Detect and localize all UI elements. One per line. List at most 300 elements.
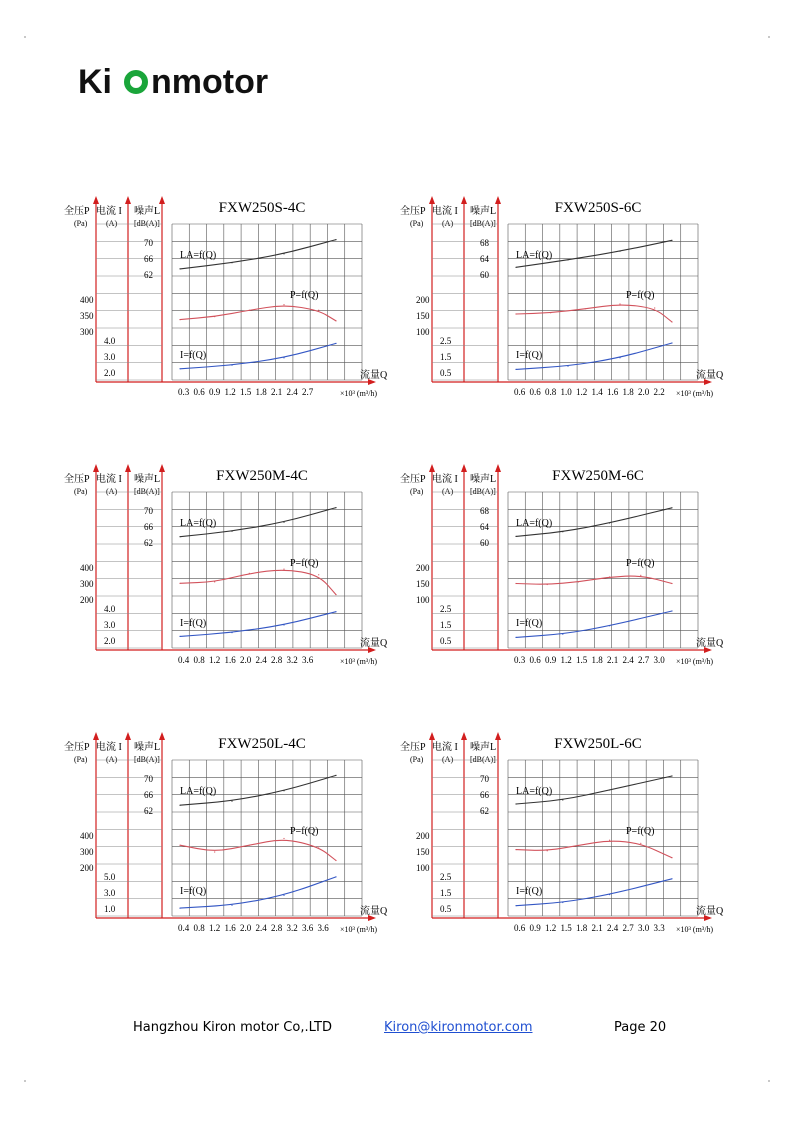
pressure-curve-label: P=f(Q)	[626, 826, 655, 837]
x-tick-label: 3.0	[653, 655, 665, 665]
noise-unit-label: [dB(A)]	[134, 755, 160, 764]
noise-unit-label: [dB(A)]	[470, 487, 496, 496]
pressure-curve-point	[619, 303, 620, 304]
noise-curve-point	[515, 267, 516, 268]
x-tick-label: 1.5	[576, 655, 588, 665]
corner-mark	[768, 1080, 770, 1082]
pressure-curve-label: P=f(Q)	[290, 558, 319, 569]
chart-fxw250m-6c	[398, 458, 738, 698]
noise-unit-label: [dB(A)]	[470, 219, 496, 228]
current-unit-label: (A)	[106, 219, 118, 228]
noise-tick-label: 70	[144, 774, 153, 784]
x-tick-label: 2.0	[638, 387, 650, 397]
pressure-curve-point	[578, 581, 579, 582]
current-axis-label: 电流 I	[96, 474, 122, 485]
current-curve-point	[609, 894, 610, 895]
footer-company: Hangzhou Kiron motor Co,.LTD	[133, 1020, 332, 1035]
corner-mark	[24, 1080, 26, 1082]
current-tick-label: 3.0	[104, 352, 116, 362]
noise-curve-label: LA=f(Q)	[516, 518, 553, 529]
noise-curve-point	[609, 789, 610, 790]
x-tick-label: 2.1	[591, 923, 603, 933]
current-tick-label: 3.0	[104, 888, 116, 898]
noise-axis-label: 噪声L	[134, 474, 161, 485]
current-curve-point	[671, 342, 672, 343]
pressure-curve-point	[515, 313, 516, 314]
noise-unit-label: [dB(A)]	[134, 487, 160, 496]
pressure-curve-point	[515, 849, 516, 850]
noise-tick-label: 66	[144, 522, 153, 532]
current-tick-label: 2.0	[104, 636, 116, 646]
logo-text-right: nmotor	[151, 63, 269, 100]
flow-unit-label: ×10³ (m³/h)	[340, 925, 378, 934]
pressure-tick-label: 100	[416, 595, 430, 605]
pressure-curve-point	[550, 312, 551, 313]
x-tick-label: 3.2	[286, 923, 298, 933]
axis-arrow-icon	[125, 732, 131, 740]
current-tick-label: 2.5	[440, 604, 452, 614]
page-footer	[0, 1020, 794, 1040]
noise-curve-point	[619, 251, 620, 252]
x-tick-label: 0.8	[193, 923, 205, 933]
pressure-tick-label: 200	[416, 831, 430, 841]
chart-title: FXW250S-4C	[218, 200, 306, 216]
pressure-tick-label: 400	[80, 563, 94, 573]
current-curve-point	[515, 369, 516, 370]
pressure-curve-point	[671, 583, 672, 584]
x-tick-label: 2.4	[286, 387, 298, 397]
x-tick-label: 0.6	[514, 387, 526, 397]
logo-text-left: Ki	[78, 63, 112, 100]
flow-axis-label: 流量Q	[360, 370, 388, 381]
x-tick-label: 2.2	[653, 387, 665, 397]
noise-tick-label: 62	[144, 538, 153, 548]
x-tick-label: 2.4	[607, 923, 619, 933]
pressure-curve-label: P=f(Q)	[626, 290, 655, 301]
pressure-curve-point	[249, 573, 250, 574]
pressure-curve-point	[318, 574, 319, 575]
noise-tick-label: 70	[144, 238, 153, 248]
x-tick-label: 0.4	[178, 923, 190, 933]
chart-svg	[398, 458, 738, 698]
flow-axis-label: 流量Q	[360, 638, 388, 649]
x-tick-label: 1.0	[560, 387, 572, 397]
flow-axis-label: 流量Q	[696, 638, 724, 649]
noise-curve-label: LA=f(Q)	[180, 786, 217, 797]
x-tick-label: 0.3	[514, 655, 526, 665]
noise-curve-point	[335, 239, 336, 240]
noise-axis-label: 噪声L	[470, 206, 497, 217]
pressure-curve-point	[515, 583, 516, 584]
pressure-tick-label: 150	[416, 311, 430, 321]
current-curve-point	[562, 634, 563, 635]
current-curve-point	[283, 357, 284, 358]
current-axis-label: 电流 I	[96, 206, 122, 217]
pressure-curve-point	[335, 860, 336, 861]
current-unit-label: (A)	[442, 487, 454, 496]
noise-tick-label: 66	[144, 254, 153, 264]
current-curve-point	[283, 895, 284, 896]
current-curve-point	[231, 632, 232, 633]
current-curve-point	[671, 878, 672, 879]
axis-arrow-icon	[495, 196, 501, 204]
pressure-curve-point	[671, 857, 672, 858]
x-tick-label: 1.8	[622, 387, 634, 397]
noise-tick-label: 66	[480, 790, 489, 800]
noise-curve-point	[335, 775, 336, 776]
flow-unit-label: ×10³ (m³/h)	[676, 925, 714, 934]
pressure-curve-label: P=f(Q)	[290, 826, 319, 837]
noise-axis-label: 噪声L	[134, 206, 161, 217]
axis-arrow-icon	[461, 196, 467, 204]
corner-mark	[24, 36, 26, 38]
x-tick-label: 1.2	[576, 387, 588, 397]
x-tick-label: 2.4	[255, 655, 267, 665]
chart-fxw250s-4c	[62, 190, 402, 430]
pressure-tick-label: 300	[80, 847, 94, 857]
current-curve-point	[179, 636, 180, 637]
current-axis-label: 电流 I	[432, 474, 458, 485]
x-tick-label: 0.6	[514, 923, 526, 933]
footer-page-number: Page 20	[614, 1020, 667, 1035]
pressure-tick-label: 200	[416, 563, 430, 573]
noise-curve-point	[515, 803, 516, 804]
pressure-axis-label: 全压P	[400, 742, 426, 753]
pressure-curve-point	[318, 310, 319, 311]
current-axis-label: 电流 I	[432, 742, 458, 753]
pressure-curve-point	[609, 840, 610, 841]
pressure-tick-label: 150	[416, 579, 430, 589]
current-curve-label: I=f(Q)	[180, 886, 207, 897]
x-tick-label: 3.6	[302, 655, 314, 665]
noise-tick-label: 68	[480, 506, 489, 516]
noise-curve-point	[283, 253, 284, 254]
x-tick-label: 2.8	[271, 923, 283, 933]
x-tick-label: 1.5	[560, 923, 572, 933]
current-curve-point	[567, 366, 568, 367]
current-curve-point	[619, 357, 620, 358]
pressure-curve-point	[249, 845, 250, 846]
pressure-curve-point	[640, 843, 641, 844]
current-tick-label: 1.5	[440, 352, 452, 362]
x-tick-label: 1.4	[591, 387, 603, 397]
noise-tick-label: 70	[144, 506, 153, 516]
pressure-curve-point	[547, 850, 548, 851]
noise-axis-label: 噪声L	[470, 742, 497, 753]
pressure-curve-point	[283, 569, 284, 570]
axis-arrow-icon	[159, 196, 165, 204]
pressure-unit-label: (Pa)	[74, 755, 88, 764]
pressure-curve-point	[214, 851, 215, 852]
pressure-curve	[180, 306, 336, 321]
pressure-unit-label: (Pa)	[74, 487, 88, 496]
axis-arrow-icon	[429, 732, 435, 740]
pressure-curve	[180, 570, 336, 594]
footer-email-link[interactable]: Kiron@kironmotor.com	[384, 1020, 533, 1035]
pressure-curve-point	[283, 304, 284, 305]
chart-fxw250m-4c	[62, 458, 402, 698]
current-tick-label: 4.0	[104, 604, 116, 614]
x-tick-label: 0.6	[529, 387, 541, 397]
x-tick-label: 0.9	[209, 387, 221, 397]
noise-curve-point	[231, 262, 232, 263]
current-curve-point	[335, 876, 336, 877]
x-tick-label: 2.1	[607, 655, 619, 665]
current-tick-label: 2.5	[440, 336, 452, 346]
noise-curve-point	[609, 522, 610, 523]
x-tick-label: 1.2	[545, 923, 557, 933]
pressure-curve	[516, 305, 672, 322]
current-curve-point	[515, 905, 516, 906]
pressure-tick-label: 100	[416, 327, 430, 337]
pressure-curve-label: P=f(Q)	[626, 558, 655, 569]
noise-tick-label: 60	[480, 270, 489, 280]
pressure-curve-point	[640, 575, 641, 576]
pressure-curve	[516, 576, 672, 584]
noise-curve-point	[231, 531, 232, 532]
flow-unit-label: ×10³ (m³/h)	[676, 389, 714, 398]
noise-tick-label: 60	[480, 538, 489, 548]
chart-title: FXW250M-4C	[216, 468, 308, 484]
current-curve-point	[671, 610, 672, 611]
noise-unit-label: [dB(A)]	[470, 755, 496, 764]
current-axis-label: 电流 I	[432, 206, 458, 217]
x-tick-label: 2.7	[638, 655, 650, 665]
pressure-curve	[180, 840, 336, 860]
current-curve-point	[609, 625, 610, 626]
current-curve-label: I=f(Q)	[180, 618, 207, 629]
flow-unit-label: ×10³ (m³/h)	[676, 657, 714, 666]
x-tick-label: 2.0	[240, 655, 252, 665]
flow-unit-label: ×10³ (m³/h)	[340, 657, 378, 666]
axis-arrow-icon	[93, 464, 99, 472]
pressure-curve-point	[179, 845, 180, 846]
noise-curve-label: LA=f(Q)	[516, 786, 553, 797]
pressure-tick-label: 350	[80, 311, 94, 321]
axis-arrow-icon	[125, 196, 131, 204]
noise-curve-point	[567, 259, 568, 260]
x-tick-label: 3.6	[317, 923, 329, 933]
noise-curve-point	[179, 268, 180, 269]
x-tick-label: 1.2	[560, 655, 572, 665]
current-tick-label: 4.0	[104, 336, 116, 346]
pressure-unit-label: (Pa)	[410, 219, 424, 228]
noise-curve-point	[562, 799, 563, 800]
chart-svg	[62, 458, 402, 698]
chart-svg	[398, 190, 738, 430]
x-tick-label: 3.3	[653, 923, 665, 933]
pressure-unit-label: (Pa)	[410, 487, 424, 496]
current-curve-label: I=f(Q)	[516, 886, 543, 897]
flow-axis-label: 流量Q	[696, 370, 724, 381]
noise-curve-point	[231, 801, 232, 802]
pressure-axis-label: 全压P	[64, 474, 90, 485]
pressure-curve-point	[585, 308, 586, 309]
axis-arrow-icon	[495, 732, 501, 740]
x-tick-label: 1.8	[255, 387, 267, 397]
corner-mark	[768, 36, 770, 38]
axis-arrow-icon	[93, 732, 99, 740]
chart-title: FXW250L-6C	[554, 736, 642, 752]
pressure-curve-point	[283, 838, 284, 839]
pressure-tick-label: 300	[80, 327, 94, 337]
x-tick-label: 0.8	[545, 387, 557, 397]
axis-arrow-icon	[461, 464, 467, 472]
axis-arrow-icon	[429, 464, 435, 472]
chart-fxw250l-4c	[62, 726, 402, 966]
current-unit-label: (A)	[106, 487, 118, 496]
pressure-curve-point	[179, 583, 180, 584]
chart-svg	[62, 190, 402, 430]
pressure-curve-point	[214, 316, 215, 317]
noise-curve-point	[283, 790, 284, 791]
noise-curve-point	[179, 536, 180, 537]
x-tick-label: 1.6	[224, 923, 236, 933]
noise-curve-point	[671, 775, 672, 776]
pressure-tick-label: 200	[80, 595, 94, 605]
axis-arrow-icon	[159, 732, 165, 740]
chart-svg	[62, 726, 402, 966]
current-tick-label: 2.0	[104, 368, 116, 378]
noise-tick-label: 70	[480, 774, 489, 784]
x-tick-label: 1.8	[576, 923, 588, 933]
pressure-unit-label: (Pa)	[410, 755, 424, 764]
x-tick-label: 0.9	[529, 923, 541, 933]
current-tick-label: 3.0	[104, 620, 116, 630]
x-tick-label: 0.6	[193, 387, 205, 397]
chart-fxw250l-6c	[398, 726, 738, 966]
logo-o-ring	[127, 73, 145, 91]
x-tick-label: 1.2	[209, 655, 221, 665]
x-tick-label: 2.4	[255, 923, 267, 933]
current-unit-label: (A)	[442, 755, 454, 764]
chart-fxw250s-6c	[398, 190, 738, 430]
x-tick-label: 0.4	[178, 655, 190, 665]
pressure-tick-label: 150	[416, 847, 430, 857]
chart-title: FXW250S-6C	[554, 200, 642, 216]
noise-unit-label: [dB(A)]	[134, 219, 160, 228]
x-tick-label: 0.3	[178, 387, 190, 397]
noise-curve-point	[515, 536, 516, 537]
x-tick-label: 3.2	[286, 655, 298, 665]
pressure-curve-point	[547, 584, 548, 585]
noise-tick-label: 64	[480, 522, 489, 532]
current-curve-point	[179, 908, 180, 909]
current-curve-label: I=f(Q)	[180, 350, 207, 361]
noise-axis-label: 噪声L	[134, 742, 161, 753]
flow-unit-label: ×10³ (m³/h)	[340, 389, 378, 398]
x-tick-label: 1.6	[224, 655, 236, 665]
noise-curve-point	[671, 507, 672, 508]
current-tick-label: 1.0	[104, 904, 116, 914]
axis-arrow-icon	[429, 196, 435, 204]
pressure-tick-label: 400	[80, 831, 94, 841]
noise-tick-label: 68	[480, 238, 489, 248]
current-tick-label: 0.5	[440, 636, 452, 646]
pressure-tick-label: 200	[80, 863, 94, 873]
x-tick-label: 0.6	[529, 655, 541, 665]
pressure-axis-label: 全压P	[64, 206, 90, 217]
current-curve-label: I=f(Q)	[516, 618, 543, 629]
current-curve-point	[283, 624, 284, 625]
pressure-curve-point	[335, 320, 336, 321]
current-curve-point	[335, 611, 336, 612]
pressure-curve	[516, 841, 672, 858]
x-tick-label: 2.4	[622, 655, 634, 665]
x-tick-label: 2.8	[271, 655, 283, 665]
noise-curve-label: LA=f(Q)	[180, 518, 217, 529]
x-tick-label: 2.7	[622, 923, 634, 933]
current-tick-label: 1.5	[440, 888, 452, 898]
chart-svg	[398, 726, 738, 966]
axis-arrow-icon	[93, 196, 99, 204]
flow-axis-label: 流量Q	[360, 906, 388, 917]
noise-curve-point	[335, 507, 336, 508]
current-curve-point	[562, 902, 563, 903]
pressure-curve-label: P=f(Q)	[290, 290, 319, 301]
axis-arrow-icon	[461, 732, 467, 740]
x-tick-label: 0.9	[545, 655, 557, 665]
x-tick-label: 1.5	[240, 387, 252, 397]
x-tick-label: 1.2	[224, 387, 236, 397]
x-tick-label: 2.7	[302, 387, 314, 397]
x-tick-label: 3.0	[638, 923, 650, 933]
current-curve-point	[335, 343, 336, 344]
pressure-tick-label: 100	[416, 863, 430, 873]
noise-curve-point	[283, 522, 284, 523]
x-tick-label: 2.1	[271, 387, 283, 397]
noise-axis-label: 噪声L	[470, 474, 497, 485]
pressure-curve-point	[249, 310, 250, 311]
current-curve-point	[231, 365, 232, 366]
axis-arrow-icon	[125, 464, 131, 472]
current-tick-label: 1.5	[440, 620, 452, 630]
pressure-curve-point	[318, 846, 319, 847]
pressure-curve-point	[609, 576, 610, 577]
pressure-curve-point	[578, 845, 579, 846]
noise-curve-point	[562, 531, 563, 532]
noise-curve-point	[179, 805, 180, 806]
pressure-axis-label: 全压P	[64, 742, 90, 753]
noise-curve-label: LA=f(Q)	[180, 250, 217, 261]
pressure-curve-point	[335, 594, 336, 595]
current-tick-label: 2.5	[440, 872, 452, 882]
kironmotor-logo	[78, 60, 278, 100]
noise-tick-label: 62	[144, 270, 153, 280]
pressure-unit-label: (Pa)	[74, 219, 88, 228]
pressure-tick-label: 200	[416, 295, 430, 305]
current-axis-label: 电流 I	[96, 742, 122, 753]
current-tick-label: 5.0	[104, 872, 116, 882]
x-tick-label: 0.8	[193, 655, 205, 665]
pressure-tick-label: 300	[80, 579, 94, 589]
axis-arrow-icon	[495, 464, 501, 472]
pressure-curve-point	[671, 321, 672, 322]
axis-arrow-icon	[159, 464, 165, 472]
noise-tick-label: 66	[144, 790, 153, 800]
flow-axis-label: 流量Q	[696, 906, 724, 917]
current-tick-label: 0.5	[440, 904, 452, 914]
pressure-axis-label: 全压P	[400, 206, 426, 217]
current-unit-label: (A)	[106, 755, 118, 764]
current-curve-point	[231, 905, 232, 906]
noise-curve-label: LA=f(Q)	[516, 250, 553, 261]
x-tick-label: 3.6	[302, 923, 314, 933]
noise-tick-label: 64	[480, 254, 489, 264]
current-tick-label: 0.5	[440, 368, 452, 378]
current-curve-point	[515, 637, 516, 638]
current-unit-label: (A)	[442, 219, 454, 228]
